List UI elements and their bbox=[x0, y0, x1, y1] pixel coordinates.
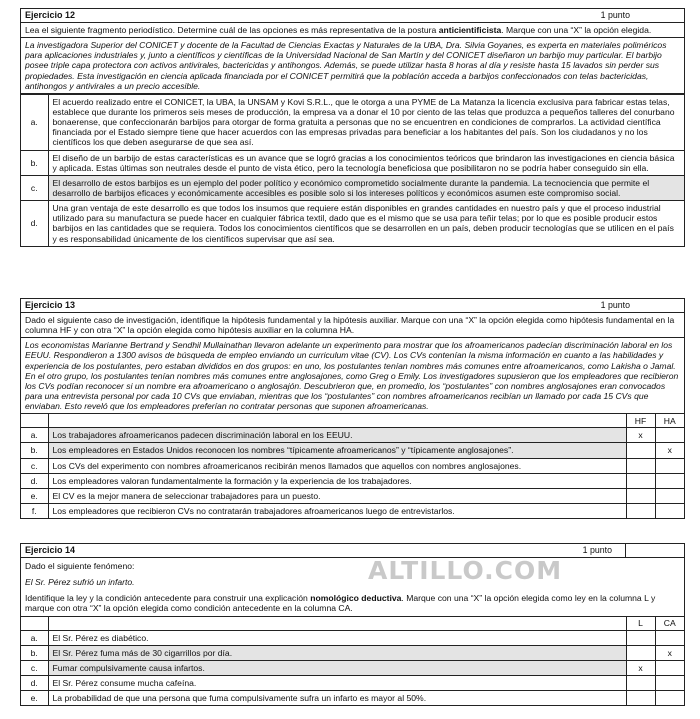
mark-cell-ca[interactable] bbox=[655, 660, 684, 675]
option-letter: b. bbox=[21, 443, 48, 458]
option-text: El Sr. Pérez fuma más de 30 cigarrillos por día. bbox=[48, 645, 626, 660]
column-header-row bbox=[21, 414, 684, 428]
option-text: El desarrollo de estos barbijos es un ejemplo del poder político y económico comprometido socialmente durante la pandemia. La tecnociencia que permite el desarrollo de barbijos eficaces y económicamente accesibles es posible solo si los intereses políticos y económicos asumen este compromiso social. bbox=[48, 175, 684, 200]
exercise-12-passage: La investigadora Superior del CONICET y docente de la Facultad de Ciencias Exactas y Naturales de la UBA, Dra. Silvia Goyanes, es experta en materiales poliméricos para aplicaciones industriales y, junto a científicos y científicas de la Universidad Nacional de San Martín y del CONICET diseñaron un barbijo muy particular. El barbijo posee triple capa protectora con activos antivirales, bactericidas y antihongos. Además, se puede utilizar hasta 8 horas al día y resiste hasta 15 lavados sin perder sus propiedades. Esta investigación en ciencia aplicada financiada por el CONICET permitirá que la población acceda a barbijos confeccionados con telas bactericidas, antihongos y antivirales a un precio accesible. bbox=[21, 38, 684, 94]
mark-cell-ca[interactable] bbox=[655, 630, 684, 645]
header-blank bbox=[48, 616, 626, 630]
option-row bbox=[21, 675, 684, 690]
option-letter: a. bbox=[21, 94, 48, 150]
option-letter: d. bbox=[21, 675, 48, 690]
mark-cell-ha[interactable] bbox=[655, 458, 684, 473]
option-letter: f. bbox=[21, 503, 48, 518]
option-row bbox=[21, 630, 684, 645]
option-text: Los empleadores que recibieron CVs no contratarán trabajadores afroamericanos luego de entrevistarlos. bbox=[48, 503, 626, 518]
prompt-text: Lea el siguiente fragmento periodístico. Determine cuál de las opciones es más representativa de la postura bbox=[25, 25, 439, 35]
option-row bbox=[21, 201, 684, 246]
exercise-points: 1 punto bbox=[600, 300, 630, 311]
exercise-14-intro: Dado el siguiente fenómeno: bbox=[25, 561, 135, 571]
option-text: Los CVs del experimento con nombres afroamericanos recibirán menos llamados que aquellos con nombres anglosajones. bbox=[48, 458, 626, 473]
option-text: El diseño de un barbijo de estas características es un avance que se logró gracias a los conocimientos teóricos que brindaron las investigaciones en ciencia básica y aplicada. Estas últimas son neutrales desde el punto de vista ético, pero la tecnología beneficiosa que posibilitaron no se podría haber conseguido sin ella. bbox=[48, 150, 684, 175]
option-row bbox=[21, 473, 684, 488]
header-blank bbox=[21, 616, 48, 630]
exercise-14 bbox=[20, 543, 685, 706]
mark-cell-l[interactable] bbox=[626, 675, 655, 690]
option-row bbox=[21, 488, 684, 503]
option-letter: b. bbox=[21, 645, 48, 660]
option-text: Los trabajadores afroamericanos padecen discriminación laboral en los EEUU. bbox=[48, 428, 626, 443]
exercise-12-options bbox=[21, 94, 684, 246]
exercise-14-options bbox=[21, 616, 684, 706]
mark-cell-ca[interactable] bbox=[655, 691, 684, 706]
exercise-title: Ejercicio 12 bbox=[25, 10, 76, 21]
mark-cell-hf[interactable] bbox=[626, 503, 655, 518]
option-text: Fumar compulsivamente causa infartos. bbox=[48, 660, 626, 675]
option-text: Los empleadores valoran fundamentalmente la formación y la experiencia de los trabajadores. bbox=[48, 473, 626, 488]
option-letter: c. bbox=[21, 175, 48, 200]
option-letter: b. bbox=[21, 150, 48, 175]
option-letter: a. bbox=[21, 630, 48, 645]
option-letter: d. bbox=[21, 201, 48, 246]
option-row bbox=[21, 94, 684, 150]
option-letter: d. bbox=[21, 473, 48, 488]
mark-cell-l[interactable]: x bbox=[626, 660, 655, 675]
exercise-14-phenomenon: El Sr. Pérez sufrió un infarto. bbox=[25, 577, 135, 588]
option-text: Los empleadores en Estados Unidos reconocen los nombres “típicamente afroamericanos” y “típicamente anglosajones”. bbox=[48, 443, 626, 458]
exercise-13 bbox=[20, 298, 685, 519]
column-header-hf: HF bbox=[626, 414, 655, 428]
mark-cell-hf[interactable] bbox=[626, 443, 655, 458]
column-header-ca: CA bbox=[655, 616, 684, 630]
prompt-text: . Marque con una “X” la opción elegida. bbox=[501, 25, 652, 35]
option-text: La probabilidad de que una persona que fuma compulsivamente sufra un infarto es mayor al 50%. bbox=[48, 691, 626, 706]
exercise-points: 1 punto bbox=[582, 545, 612, 556]
mark-cell-l[interactable] bbox=[626, 630, 655, 645]
exercise-points: 1 punto bbox=[600, 10, 630, 21]
exercise-13-prompt: Dado el siguiente caso de investigación, identifique la hipótesis fundamental y la hipótesis auxiliar. Marque con una “X” la opción elegida como hipótesis fundamental en la columna HF y con otra “X” la opción elegida como hipótesis auxiliar en la columna HA. bbox=[21, 313, 684, 338]
mark-cell-ha[interactable] bbox=[655, 473, 684, 488]
mark-cell-hf[interactable] bbox=[626, 488, 655, 503]
option-letter: e. bbox=[21, 488, 48, 503]
exercise-12 bbox=[20, 8, 685, 247]
option-row bbox=[21, 428, 684, 443]
exercise-13-passage: Los economistas Marianne Bertrand y Sendhil Mullainathan llevaron adelante un experimento para mostrar que los afroamericanos padecían discriminación laboral en los EEUU. Respondieron a 1300 avisos de búsqueda de empleo enviando un curriculum vitae (CV). Los CVs contenían la misma información en cuanto a las habilidades y experiencia de los postulantes, pero estaban divididos en dos grupos: en uno, los postulantes tenían nombres más comunes entre afroamericanos, como Lakisha o Jamal. En el otro grupo, los postulantes tenían nombres más comunes entre anglosajones, como Greg o Emily. Los investigadores supusieron que los empleadores que recibieron los CVs podían reconocer si un nombre era afroamericano o anglosajón. Descubrieron que, en promedio, los “postulantes” con nombres anglosajones eran convocados para una entrevista personal por cada 10 CVs que enviaban, mientras que los “postulantes” con nombres afroamericanos recibían un llamado por cada 15 CVs que enviaban. Esto reveló que los empleadores preferían no contratar personas que suponen afroamericanas. bbox=[25, 340, 679, 412]
option-text: El Sr. Pérez es diabético. bbox=[48, 630, 626, 645]
prompt-bold: nomológico deductiva bbox=[310, 593, 402, 604]
watermark: ALTILLO.COM bbox=[368, 556, 563, 585]
option-row bbox=[21, 150, 684, 175]
option-row bbox=[21, 691, 684, 706]
mark-cell-ha[interactable] bbox=[655, 428, 684, 443]
mark-cell-hf[interactable] bbox=[626, 458, 655, 473]
column-header-row bbox=[21, 616, 684, 630]
mark-cell-hf[interactable] bbox=[626, 473, 655, 488]
exercise-12-prompt bbox=[21, 23, 684, 38]
option-row bbox=[21, 660, 684, 675]
header-blank bbox=[21, 414, 48, 428]
mark-cell-l[interactable] bbox=[626, 691, 655, 706]
option-row bbox=[21, 175, 684, 200]
prompt-text: . Marque con una “X” la opción elegida como ley en la columna L y marque con otra “X” la opción elegida como condición antecedente en la columna CA. bbox=[25, 593, 656, 614]
exercise-title: Ejercicio 13 bbox=[25, 300, 76, 311]
exercise-12-header bbox=[21, 9, 684, 23]
exercise-title: Ejercicio 14 bbox=[25, 545, 76, 556]
mark-cell-ha[interactable] bbox=[655, 488, 684, 503]
option-row bbox=[21, 645, 684, 660]
mark-cell-l[interactable] bbox=[626, 645, 655, 660]
column-header-l: L bbox=[626, 616, 655, 630]
header-blank bbox=[48, 414, 626, 428]
exercise-14-header bbox=[21, 544, 684, 558]
prompt-bold: anticientificista bbox=[438, 25, 502, 35]
option-letter: e. bbox=[21, 691, 48, 706]
mark-cell-ca[interactable] bbox=[655, 675, 684, 690]
option-row bbox=[21, 503, 684, 518]
option-text: El CV es la mejor manera de seleccionar trabajadores para un puesto. bbox=[48, 488, 626, 503]
option-letter: c. bbox=[21, 660, 48, 675]
exercise-13-options bbox=[21, 413, 684, 518]
mark-cell-ca[interactable]: x bbox=[655, 645, 684, 660]
option-text: Una gran ventaja de este desarrollo es que todos los insumos que requiere están disponibles en grandes cantidades en nuestro país y que el proceso industrial utilizado para su manufactura se puede hacer en cualquier fábrica textil, dado que es el mismo que se usa para teñir telas; por lo que es posible producir estos barbijos en las cantidades que se requiera. Todos los conocimientos científicos que se desarrollen en un país, deben producir tecnologías que se utilicen en el país y es responsabilidad únicamente de los científicos supervisar que así sea. bbox=[48, 201, 684, 246]
mark-cell-ha[interactable] bbox=[655, 503, 684, 518]
option-letter: a. bbox=[21, 428, 48, 443]
option-row bbox=[21, 458, 684, 473]
column-header-ha: HA bbox=[655, 414, 684, 428]
prompt-text: Identifique la ley y la condición antecedente para construir una explicación bbox=[25, 593, 311, 604]
exercise-13-header bbox=[21, 299, 684, 313]
option-text: El Sr. Pérez consume mucha cafeína. bbox=[48, 675, 626, 690]
mark-cell-hf[interactable]: x bbox=[626, 428, 655, 443]
exercise-14-prompt bbox=[21, 589, 684, 615]
option-row bbox=[21, 443, 684, 458]
mark-cell-ha[interactable]: x bbox=[655, 443, 684, 458]
option-text: El acuerdo realizado entre el CONICET, la UBA, la UNSAM y Kovi S.R.L., que le otorga a una PYME de La Matanza la licencia exclusiva para fabricar estas telas, establece que durante los primeros seis meses de producción, la empresa va a donar el 10 por ciento de las telas que produzca a pequeños talleres del conurbano bonaerense, que confeccionarán barbijos para otorgar de forma gratuita a personas que no se encuentren en condiciones de comprarlos. La actividad científica financiada por el Estado siempre tiene que hacer acuerdos con las empresas privadas para beneficiar a los habitantes del país. Son los ciudadanos y no los científicos los que deben asegurarse de que sea así. bbox=[48, 94, 684, 150]
option-letter: c. bbox=[21, 458, 48, 473]
